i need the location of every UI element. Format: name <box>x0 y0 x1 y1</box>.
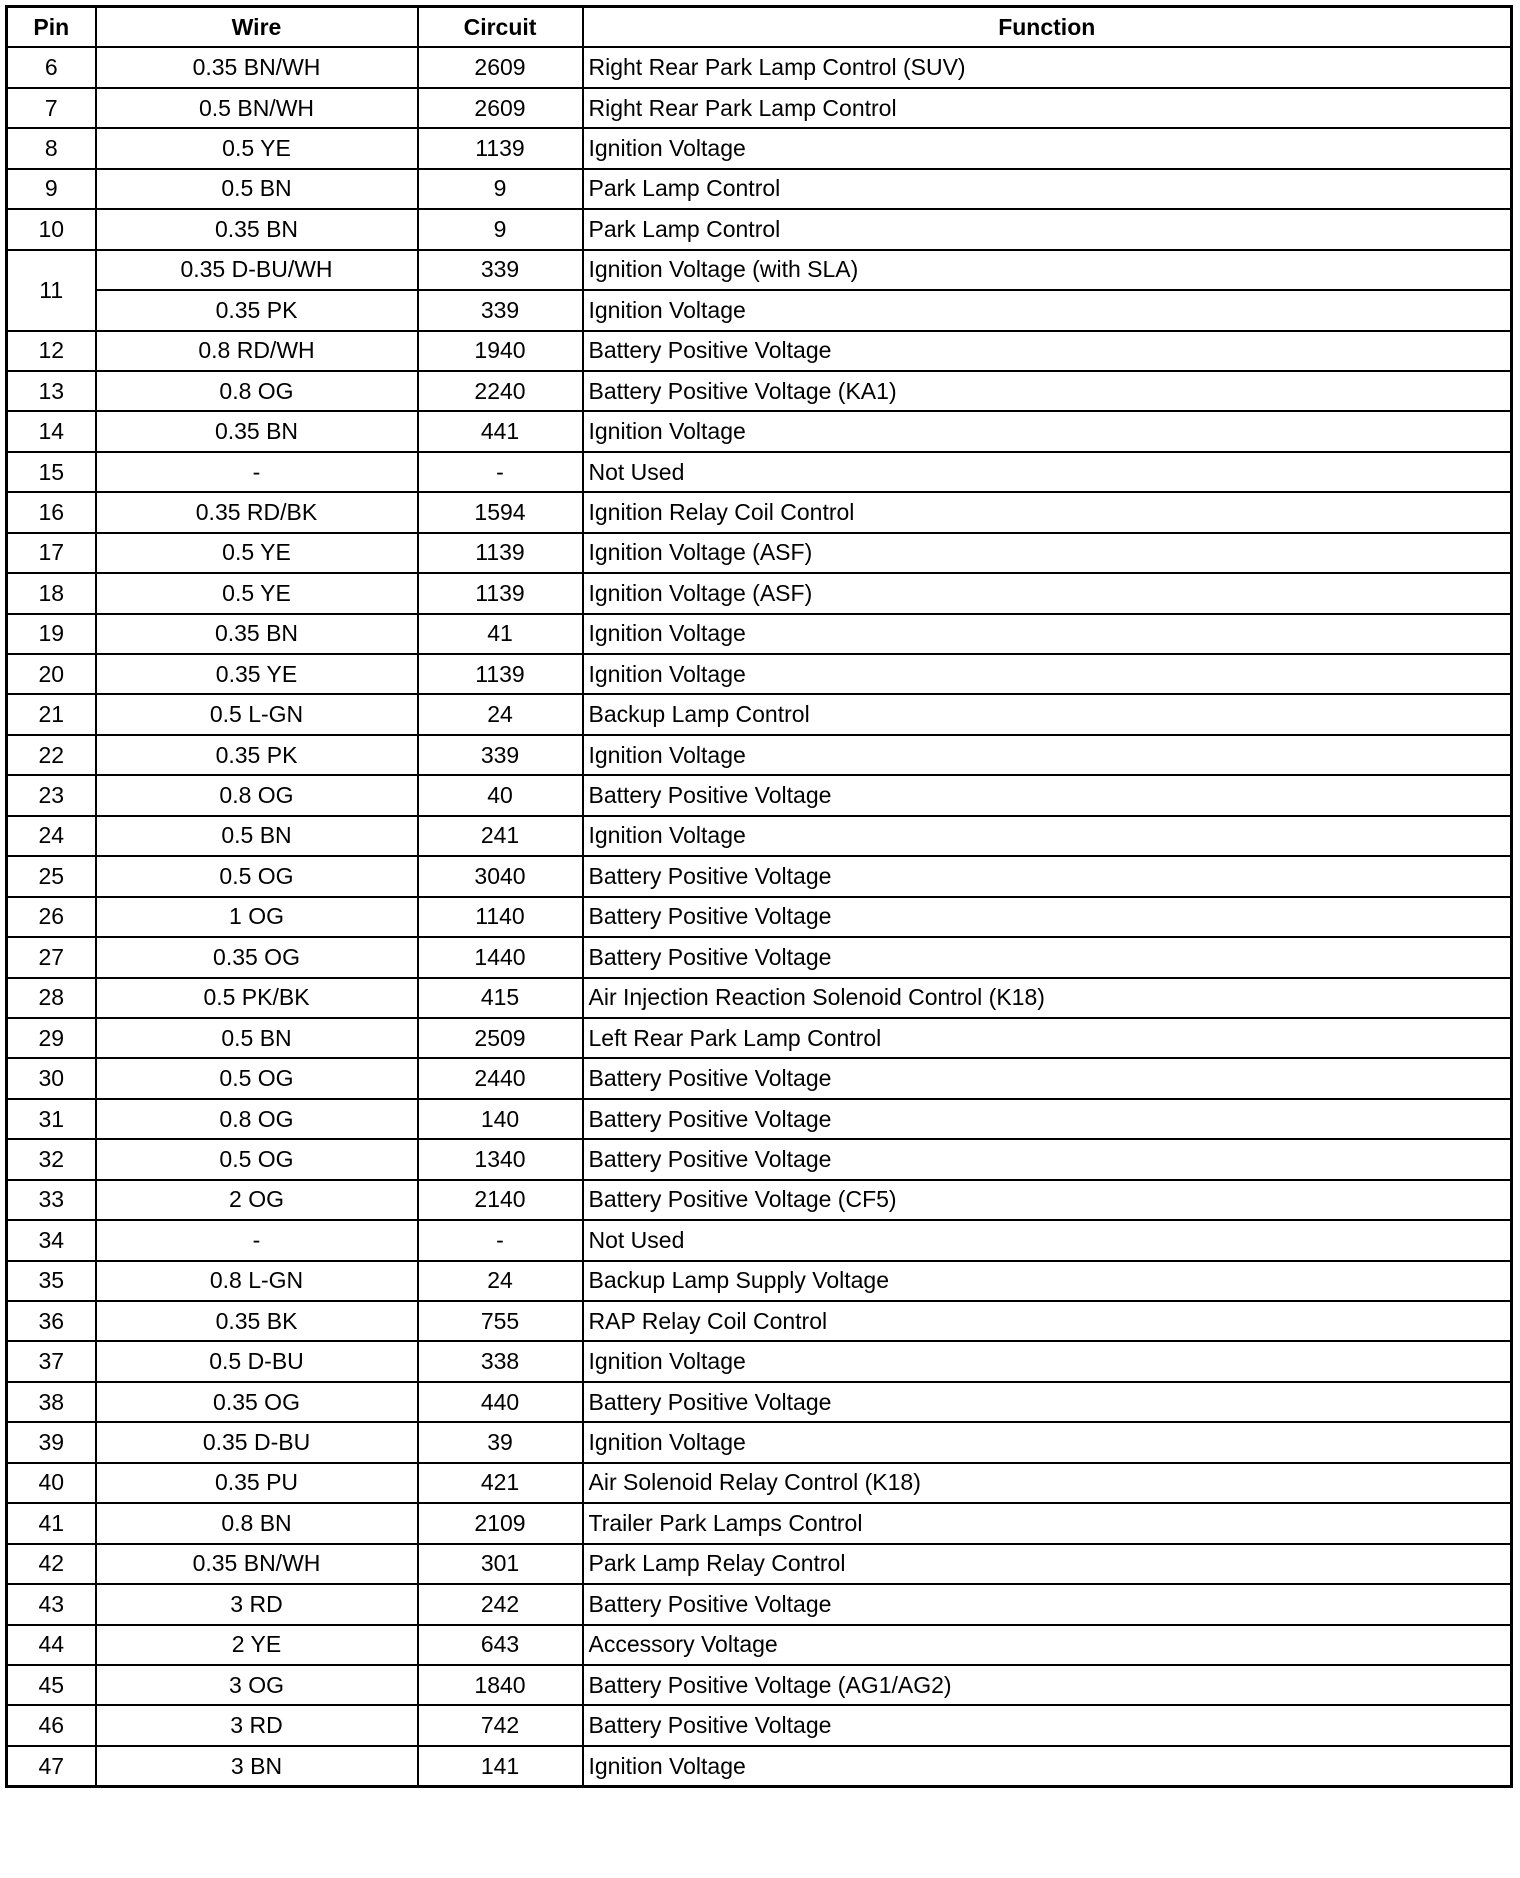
table-row <box>7 897 1512 937</box>
circuit-cell: 241 <box>418 816 583 856</box>
wire-cell: 0.35 BN <box>96 614 418 654</box>
table-row <box>7 331 1512 371</box>
table-row <box>7 1058 1512 1098</box>
table-row <box>7 775 1512 815</box>
function-cell: Battery Positive Voltage <box>583 1058 1512 1098</box>
circuit-cell: 339 <box>418 290 583 330</box>
function-cell: Accessory Voltage <box>583 1625 1512 1665</box>
wire-cell: 0.8 L-GN <box>96 1261 418 1301</box>
table-row <box>7 1665 1512 1705</box>
circuit-cell: 755 <box>418 1301 583 1341</box>
pin-cell: 9 <box>7 169 96 209</box>
pin-cell: 38 <box>7 1382 96 1422</box>
table-row <box>7 533 1512 573</box>
pin-cell: 8 <box>7 128 96 168</box>
circuit-cell: 2609 <box>418 88 583 128</box>
wire-cell: 0.35 PK <box>96 290 418 330</box>
circuit-cell: 140 <box>418 1099 583 1139</box>
circuit-cell: 2140 <box>418 1180 583 1220</box>
pin-cell: 6 <box>7 47 96 87</box>
circuit-cell: 742 <box>418 1705 583 1745</box>
table-row <box>7 371 1512 411</box>
wire-cell: 0.35 BK <box>96 1301 418 1341</box>
wire-cell: 0.5 YE <box>96 128 418 168</box>
table-row <box>7 1705 1512 1745</box>
table-row <box>7 250 1512 290</box>
pin-cell: 23 <box>7 775 96 815</box>
function-cell: Park Lamp Control <box>583 169 1512 209</box>
table-row <box>7 978 1512 1018</box>
wire-cell: 0.5 OG <box>96 1139 418 1179</box>
circuit-cell: 440 <box>418 1382 583 1422</box>
function-cell: Ignition Voltage <box>583 614 1512 654</box>
table-row <box>7 169 1512 209</box>
function-cell: Right Rear Park Lamp Control <box>583 88 1512 128</box>
wire-cell: 0.8 OG <box>96 371 418 411</box>
table-row <box>7 1180 1512 1220</box>
pin-cell: 29 <box>7 1018 96 1058</box>
pin-cell: 30 <box>7 1058 96 1098</box>
pin-cell: 11 <box>7 250 96 331</box>
wire-cell: - <box>96 452 418 492</box>
wire-cell: 0.5 BN <box>96 816 418 856</box>
circuit-cell: 421 <box>418 1463 583 1503</box>
wire-cell: 0.8 BN <box>96 1503 418 1543</box>
function-cell: Battery Positive Voltage <box>583 937 1512 977</box>
circuit-cell: 415 <box>418 978 583 1018</box>
pinout-document <box>5 5 1510 1788</box>
wire-cell: 0.5 BN <box>96 169 418 209</box>
function-cell: Ignition Voltage <box>583 1422 1512 1462</box>
function-cell: Battery Positive Voltage <box>583 1584 1512 1624</box>
function-cell: Ignition Voltage (ASF) <box>583 533 1512 573</box>
table-row <box>7 1625 1512 1665</box>
pin-cell: 37 <box>7 1341 96 1381</box>
table-row <box>7 1099 1512 1139</box>
function-cell: Battery Positive Voltage (CF5) <box>583 1180 1512 1220</box>
pin-cell: 14 <box>7 411 96 451</box>
circuit-cell: 3040 <box>418 856 583 896</box>
function-cell: Ignition Voltage <box>583 411 1512 451</box>
circuit-cell: 1840 <box>418 1665 583 1705</box>
table-row <box>7 1746 1512 1787</box>
circuit-cell: - <box>418 1220 583 1260</box>
pin-cell: 16 <box>7 492 96 532</box>
circuit-cell: 2440 <box>418 1058 583 1098</box>
pin-cell: 10 <box>7 209 96 249</box>
circuit-cell: 643 <box>418 1625 583 1665</box>
wire-cell: 0.5 OG <box>96 856 418 896</box>
pin-cell: 47 <box>7 1746 96 1787</box>
table-row <box>7 694 1512 734</box>
function-cell: Battery Positive Voltage <box>583 856 1512 896</box>
wire-cell: 0.35 PK <box>96 735 418 775</box>
function-cell: Ignition Voltage <box>583 735 1512 775</box>
circuit-cell: 2240 <box>418 371 583 411</box>
table-row <box>7 1463 1512 1503</box>
circuit-cell: 2509 <box>418 1018 583 1058</box>
function-cell: Trailer Park Lamps Control <box>583 1503 1512 1543</box>
pin-cell: 18 <box>7 573 96 613</box>
table-row <box>7 1301 1512 1341</box>
table-row <box>7 1261 1512 1301</box>
pin-cell: 35 <box>7 1261 96 1301</box>
wire-cell: 0.35 D-BU/WH <box>96 250 418 290</box>
wire-cell: 2 YE <box>96 1625 418 1665</box>
table-row <box>7 1382 1512 1422</box>
circuit-cell: 1594 <box>418 492 583 532</box>
wire-cell: 0.35 D-BU <box>96 1422 418 1462</box>
function-cell: Ignition Voltage <box>583 290 1512 330</box>
circuit-cell: 1440 <box>418 937 583 977</box>
function-cell: Battery Positive Voltage <box>583 1139 1512 1179</box>
function-cell: Ignition Voltage (ASF) <box>583 573 1512 613</box>
function-cell: Battery Positive Voltage <box>583 775 1512 815</box>
function-cell: Air Injection Reaction Solenoid Control (K18) <box>583 978 1512 1018</box>
table-row <box>7 1544 1512 1584</box>
pin-cell: 28 <box>7 978 96 1018</box>
wire-cell: 1 OG <box>96 897 418 937</box>
pin-cell: 21 <box>7 694 96 734</box>
pin-cell: 39 <box>7 1422 96 1462</box>
circuit-cell: 40 <box>418 775 583 815</box>
pin-cell: 31 <box>7 1099 96 1139</box>
table-row <box>7 290 1512 330</box>
function-cell: Battery Positive Voltage <box>583 1099 1512 1139</box>
function-cell: Battery Positive Voltage (KA1) <box>583 371 1512 411</box>
function-cell: Battery Positive Voltage <box>583 897 1512 937</box>
table-header <box>7 7 1512 48</box>
circuit-cell: 1940 <box>418 331 583 371</box>
pin-cell: 41 <box>7 1503 96 1543</box>
wire-cell: 3 BN <box>96 1746 418 1787</box>
circuit-cell: 1139 <box>418 573 583 613</box>
function-cell: Battery Positive Voltage <box>583 1705 1512 1745</box>
pin-cell: 25 <box>7 856 96 896</box>
wire-cell: 0.8 OG <box>96 775 418 815</box>
pin-cell: 13 <box>7 371 96 411</box>
table-row <box>7 816 1512 856</box>
circuit-cell: 9 <box>418 209 583 249</box>
circuit-cell: 1140 <box>418 897 583 937</box>
pin-cell: 40 <box>7 1463 96 1503</box>
wire-cell: 3 RD <box>96 1584 418 1624</box>
circuit-cell: 24 <box>418 694 583 734</box>
function-cell: Ignition Voltage <box>583 1341 1512 1381</box>
wire-cell: 0.5 YE <box>96 533 418 573</box>
wire-cell: 0.35 PU <box>96 1463 418 1503</box>
pin-cell: 42 <box>7 1544 96 1584</box>
pin-cell: 19 <box>7 614 96 654</box>
circuit-cell: 338 <box>418 1341 583 1381</box>
wire-cell: 0.5 OG <box>96 1058 418 1098</box>
function-cell: Not Used <box>583 452 1512 492</box>
table-row <box>7 654 1512 694</box>
wire-cell: 3 RD <box>96 1705 418 1745</box>
function-cell: Battery Positive Voltage <box>583 1382 1512 1422</box>
table-row <box>7 209 1512 249</box>
table-row <box>7 492 1512 532</box>
column-header-pin: Pin <box>7 7 96 48</box>
circuit-cell: 339 <box>418 250 583 290</box>
function-cell: Ignition Voltage <box>583 816 1512 856</box>
circuit-cell: 1340 <box>418 1139 583 1179</box>
function-cell: Backup Lamp Supply Voltage <box>583 1261 1512 1301</box>
wire-cell: 0.8 RD/WH <box>96 331 418 371</box>
pin-cell: 27 <box>7 937 96 977</box>
circuit-cell: 39 <box>418 1422 583 1462</box>
circuit-cell: 2109 <box>418 1503 583 1543</box>
wire-cell: 0.5 L-GN <box>96 694 418 734</box>
column-header-function: Function <box>583 7 1512 48</box>
wire-cell: 0.35 BN <box>96 209 418 249</box>
wire-cell: - <box>96 1220 418 1260</box>
pin-cell: 15 <box>7 452 96 492</box>
circuit-cell: 41 <box>418 614 583 654</box>
table-row <box>7 1139 1512 1179</box>
function-cell: Backup Lamp Control <box>583 694 1512 734</box>
circuit-cell: 1139 <box>418 128 583 168</box>
pin-cell: 34 <box>7 1220 96 1260</box>
column-header-circuit: Circuit <box>418 7 583 48</box>
circuit-cell: 242 <box>418 1584 583 1624</box>
function-cell: Ignition Voltage (with SLA) <box>583 250 1512 290</box>
pinout-table <box>5 5 1513 1788</box>
table-row <box>7 411 1512 451</box>
function-cell: RAP Relay Coil Control <box>583 1301 1512 1341</box>
function-cell: Park Lamp Relay Control <box>583 1544 1512 1584</box>
wire-cell: 0.5 BN <box>96 1018 418 1058</box>
pin-cell: 22 <box>7 735 96 775</box>
table-body <box>7 47 1512 1786</box>
circuit-cell: 339 <box>418 735 583 775</box>
column-header-wire: Wire <box>96 7 418 48</box>
table-row <box>7 735 1512 775</box>
pin-cell: 46 <box>7 1705 96 1745</box>
pin-cell: 20 <box>7 654 96 694</box>
wire-cell: 0.5 YE <box>96 573 418 613</box>
table-row <box>7 1220 1512 1260</box>
table-row <box>7 1503 1512 1543</box>
table-row <box>7 856 1512 896</box>
table-row <box>7 1422 1512 1462</box>
wire-cell: 0.35 BN/WH <box>96 47 418 87</box>
pin-cell: 33 <box>7 1180 96 1220</box>
wire-cell: 0.35 OG <box>96 1382 418 1422</box>
function-cell: Not Used <box>583 1220 1512 1260</box>
table-row <box>7 1584 1512 1624</box>
wire-cell: 0.35 YE <box>96 654 418 694</box>
function-cell: Ignition Relay Coil Control <box>583 492 1512 532</box>
pin-cell: 43 <box>7 1584 96 1624</box>
function-cell: Ignition Voltage <box>583 1746 1512 1787</box>
circuit-cell: 1139 <box>418 654 583 694</box>
pin-cell: 36 <box>7 1301 96 1341</box>
circuit-cell: 9 <box>418 169 583 209</box>
wire-cell: 2 OG <box>96 1180 418 1220</box>
wire-cell: 3 OG <box>96 1665 418 1705</box>
table-row <box>7 452 1512 492</box>
function-cell: Ignition Voltage <box>583 654 1512 694</box>
wire-cell: 0.8 OG <box>96 1099 418 1139</box>
circuit-cell: 2609 <box>418 47 583 87</box>
pin-cell: 17 <box>7 533 96 573</box>
circuit-cell: 301 <box>418 1544 583 1584</box>
table-row <box>7 1341 1512 1381</box>
function-cell: Left Rear Park Lamp Control <box>583 1018 1512 1058</box>
wire-cell: 0.5 PK/BK <box>96 978 418 1018</box>
header-row <box>7 7 1512 48</box>
pin-cell: 45 <box>7 1665 96 1705</box>
table-row <box>7 128 1512 168</box>
pin-cell: 26 <box>7 897 96 937</box>
circuit-cell: - <box>418 452 583 492</box>
table-row <box>7 47 1512 87</box>
wire-cell: 0.35 OG <box>96 937 418 977</box>
circuit-cell: 441 <box>418 411 583 451</box>
wire-cell: 0.35 BN <box>96 411 418 451</box>
table-row <box>7 937 1512 977</box>
wire-cell: 0.35 RD/BK <box>96 492 418 532</box>
circuit-cell: 1139 <box>418 533 583 573</box>
circuit-cell: 24 <box>418 1261 583 1301</box>
pin-cell: 7 <box>7 88 96 128</box>
table-row <box>7 573 1512 613</box>
pin-cell: 44 <box>7 1625 96 1665</box>
wire-cell: 0.5 D-BU <box>96 1341 418 1381</box>
function-cell: Ignition Voltage <box>583 128 1512 168</box>
function-cell: Right Rear Park Lamp Control (SUV) <box>583 47 1512 87</box>
function-cell: Air Solenoid Relay Control (K18) <box>583 1463 1512 1503</box>
function-cell: Battery Positive Voltage <box>583 331 1512 371</box>
pin-cell: 32 <box>7 1139 96 1179</box>
pin-cell: 12 <box>7 331 96 371</box>
function-cell: Park Lamp Control <box>583 209 1512 249</box>
table-row <box>7 1018 1512 1058</box>
pin-cell: 24 <box>7 816 96 856</box>
circuit-cell: 141 <box>418 1746 583 1787</box>
function-cell: Battery Positive Voltage (AG1/AG2) <box>583 1665 1512 1705</box>
wire-cell: 0.5 BN/WH <box>96 88 418 128</box>
wire-cell: 0.35 BN/WH <box>96 1544 418 1584</box>
table-row <box>7 88 1512 128</box>
table-row <box>7 614 1512 654</box>
